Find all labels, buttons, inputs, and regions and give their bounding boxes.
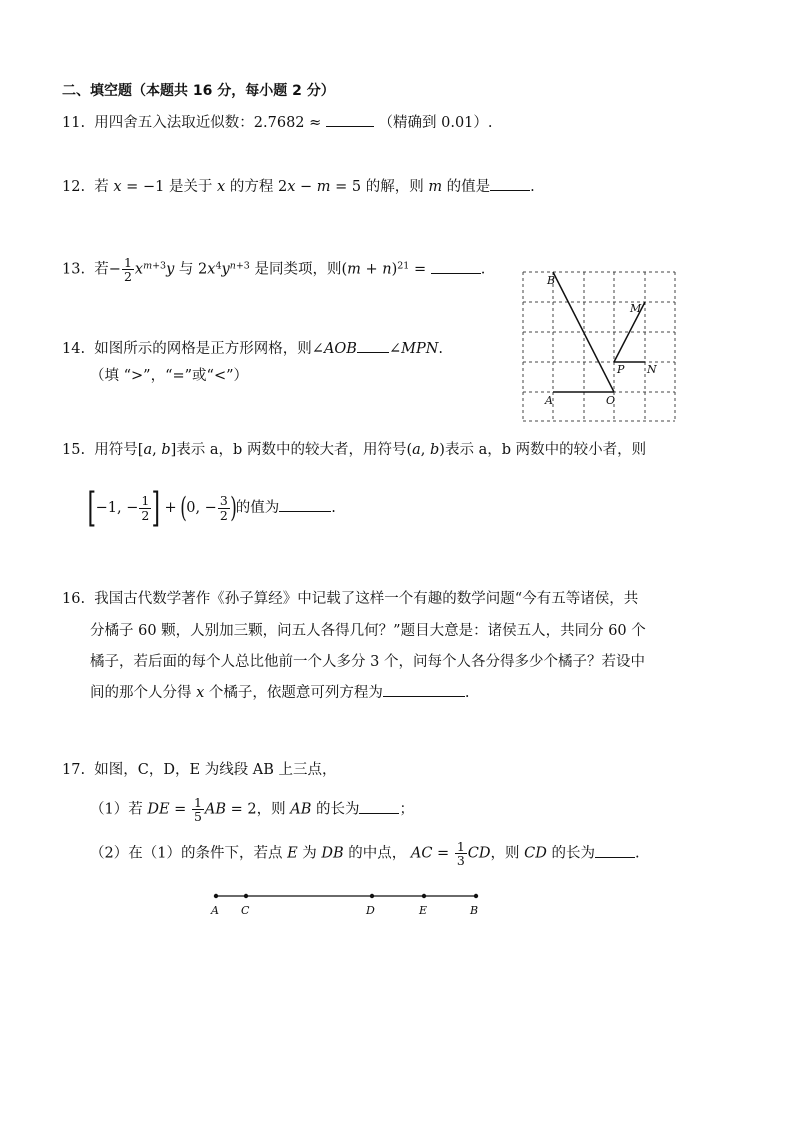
q17-text: 为 [302, 845, 317, 862]
label-b: B [547, 274, 556, 287]
angle-aob: AOB [323, 341, 357, 357]
q17-text: （1）若 [90, 801, 143, 818]
label-c: C [241, 904, 250, 917]
q12-text: 是关于 [168, 179, 213, 195]
q16-answer-blank[interactable] [383, 695, 465, 697]
question-16-line-1 [62, 592, 638, 607]
q15-text: 表示 a，b 两数中的较小者，则 [444, 442, 647, 458]
fraction-one-half: $\frac{1}{2}$ [141, 493, 150, 523]
question-16-line-2: 分橘子 60 颗，人别加三颗，问五人各得几何？”题目大意是：诸侯五人，共同分 60 个 [90, 623, 646, 639]
q12-text: 的解，则 [365, 179, 424, 195]
q17-text: 如图，C，D，E 为线段 AB 上三点， [94, 762, 337, 778]
label-o: O [606, 394, 616, 407]
q13-answer-blank[interactable] [431, 272, 481, 274]
q13-text: = [409, 261, 427, 278]
question-17 [62, 763, 337, 778]
label-m: M [630, 302, 642, 315]
q12-text: 的值是 [446, 179, 491, 195]
q17-number: 17. [62, 762, 86, 778]
angle-mpn: MPN [401, 341, 439, 357]
fraction-one-half: $\frac{1}{2}$ [123, 255, 132, 285]
grid-figure [512, 268, 688, 428]
q16-text: 我国古代数学著作《孙子算经》中记载了这样一个有趣的数学问题“今有五等诸侯，共 [94, 591, 639, 607]
q16-text: 个橘子，依题意可列方程为 [208, 685, 383, 701]
segment-figure [206, 886, 496, 920]
label-p: P [617, 363, 625, 376]
q15-expression: [−1, − $\frac{1}{2}$ ] + (0, − $\frac{3}{2}$ )的值为 . [87, 485, 336, 531]
question-16-line-3: 橘子，若后面的每个人总比他前一个人多分 3 个，问每个人各分得多少个橘子？若设中 [90, 654, 645, 670]
q17-text: ，则 [256, 801, 286, 818]
section-title: 二、填空题（本题共 16 分，每小题 2 分） [62, 83, 335, 99]
q17-2-answer-blank[interactable] [595, 856, 635, 858]
q15-number: 15. [62, 442, 86, 458]
q14-answer-blank[interactable] [357, 351, 389, 353]
fraction-three-halves: $\frac{3}{2}$ [219, 493, 228, 523]
question-14: 14. 如图所示的网格是正方形网格，则∠AOB ∠MPN. [62, 341, 444, 357]
q11-text-tail: （精确到 0.01）. [378, 115, 493, 131]
q17-1-answer-blank[interactable] [359, 812, 399, 814]
point-a [214, 894, 218, 898]
q11-answer-blank[interactable] [326, 125, 374, 127]
q17-text: ，则 [490, 845, 520, 862]
q11-text: 用四舍五入法取近似数：2.7682 ≈ [94, 115, 322, 131]
q17-text: （2）在（1）的条件下，若点 [90, 845, 283, 862]
q13-number: 13. [62, 261, 86, 278]
label-e: E [419, 904, 428, 917]
question-13: 13. 若− $\frac{1}{2}$ $x^{m+3}y$ 与 $2x^4y^{n+3}$ 是同类项，则$(m + n)^{21}$ = . [62, 255, 486, 285]
label-b: B [470, 904, 479, 917]
question-12: 12. 若 x = −1 是关于 x 的方程 2x − m = 5 的解，则 m 的值是 . [62, 179, 535, 195]
point-c [244, 894, 248, 898]
fraction-one-fifth: $\frac{1}{5}$ [193, 795, 202, 825]
q16-number: 16. [62, 591, 86, 607]
q13-text: 若 [94, 261, 109, 278]
q14-number: 14. [62, 341, 86, 357]
q12-text: 若 [94, 179, 109, 195]
q17-part-2: （2）在（1）的条件下，若点 E 为 DB 的中点， AC = $\frac{1}{3}$ CD，则 CD 的长为 . [90, 839, 640, 869]
label-a: A [545, 394, 553, 407]
q17-text: 的中点， [348, 845, 407, 862]
q15-text: 用符号 [94, 442, 138, 458]
q13-text: 是同类项，则 [254, 261, 342, 278]
q14-text: 如图所示的网格是正方形网格，则∠ [94, 341, 324, 357]
q14-hint: （填 “>”，“=”或“<”） [90, 368, 249, 384]
q17-text: 的长为 [315, 801, 360, 818]
q15-text: 的值为 [235, 500, 280, 516]
q16-text: 间的那个人分得 [90, 685, 192, 701]
q12-text: 的方程 [229, 179, 274, 195]
q11-number: 11. [62, 115, 86, 131]
label-d: D [366, 904, 375, 917]
q15-answer-blank[interactable] [279, 510, 331, 512]
point-e [422, 894, 426, 898]
q17-part-1: （1）若 DE = $\frac{1}{5}$ AB = 2，则 AB 的长为 ； [90, 795, 414, 825]
point-b [474, 894, 478, 898]
question-15: 15. 用符号[a, b]表示 a，b 两数中的较大者，用符号(a, b)表示 a，b 两数中的较小者，则 [62, 442, 647, 458]
label-a: A [211, 904, 219, 917]
q12-number: 12. [62, 179, 86, 195]
point-d [370, 894, 374, 898]
label-n: N [647, 363, 657, 376]
q13-text: 与 [178, 261, 194, 278]
q15-text: 表示 a，b 两数中的较大者，用符号 [176, 442, 407, 458]
fraction-one-third: $\frac{1}{3}$ [456, 839, 465, 869]
q12-answer-blank[interactable] [490, 189, 530, 191]
question-11 [62, 116, 493, 131]
question-16-line-4: 间的那个人分得 x 个橘子，依题意可列方程为 . [90, 685, 470, 701]
q17-text: 的长为 [551, 845, 595, 862]
